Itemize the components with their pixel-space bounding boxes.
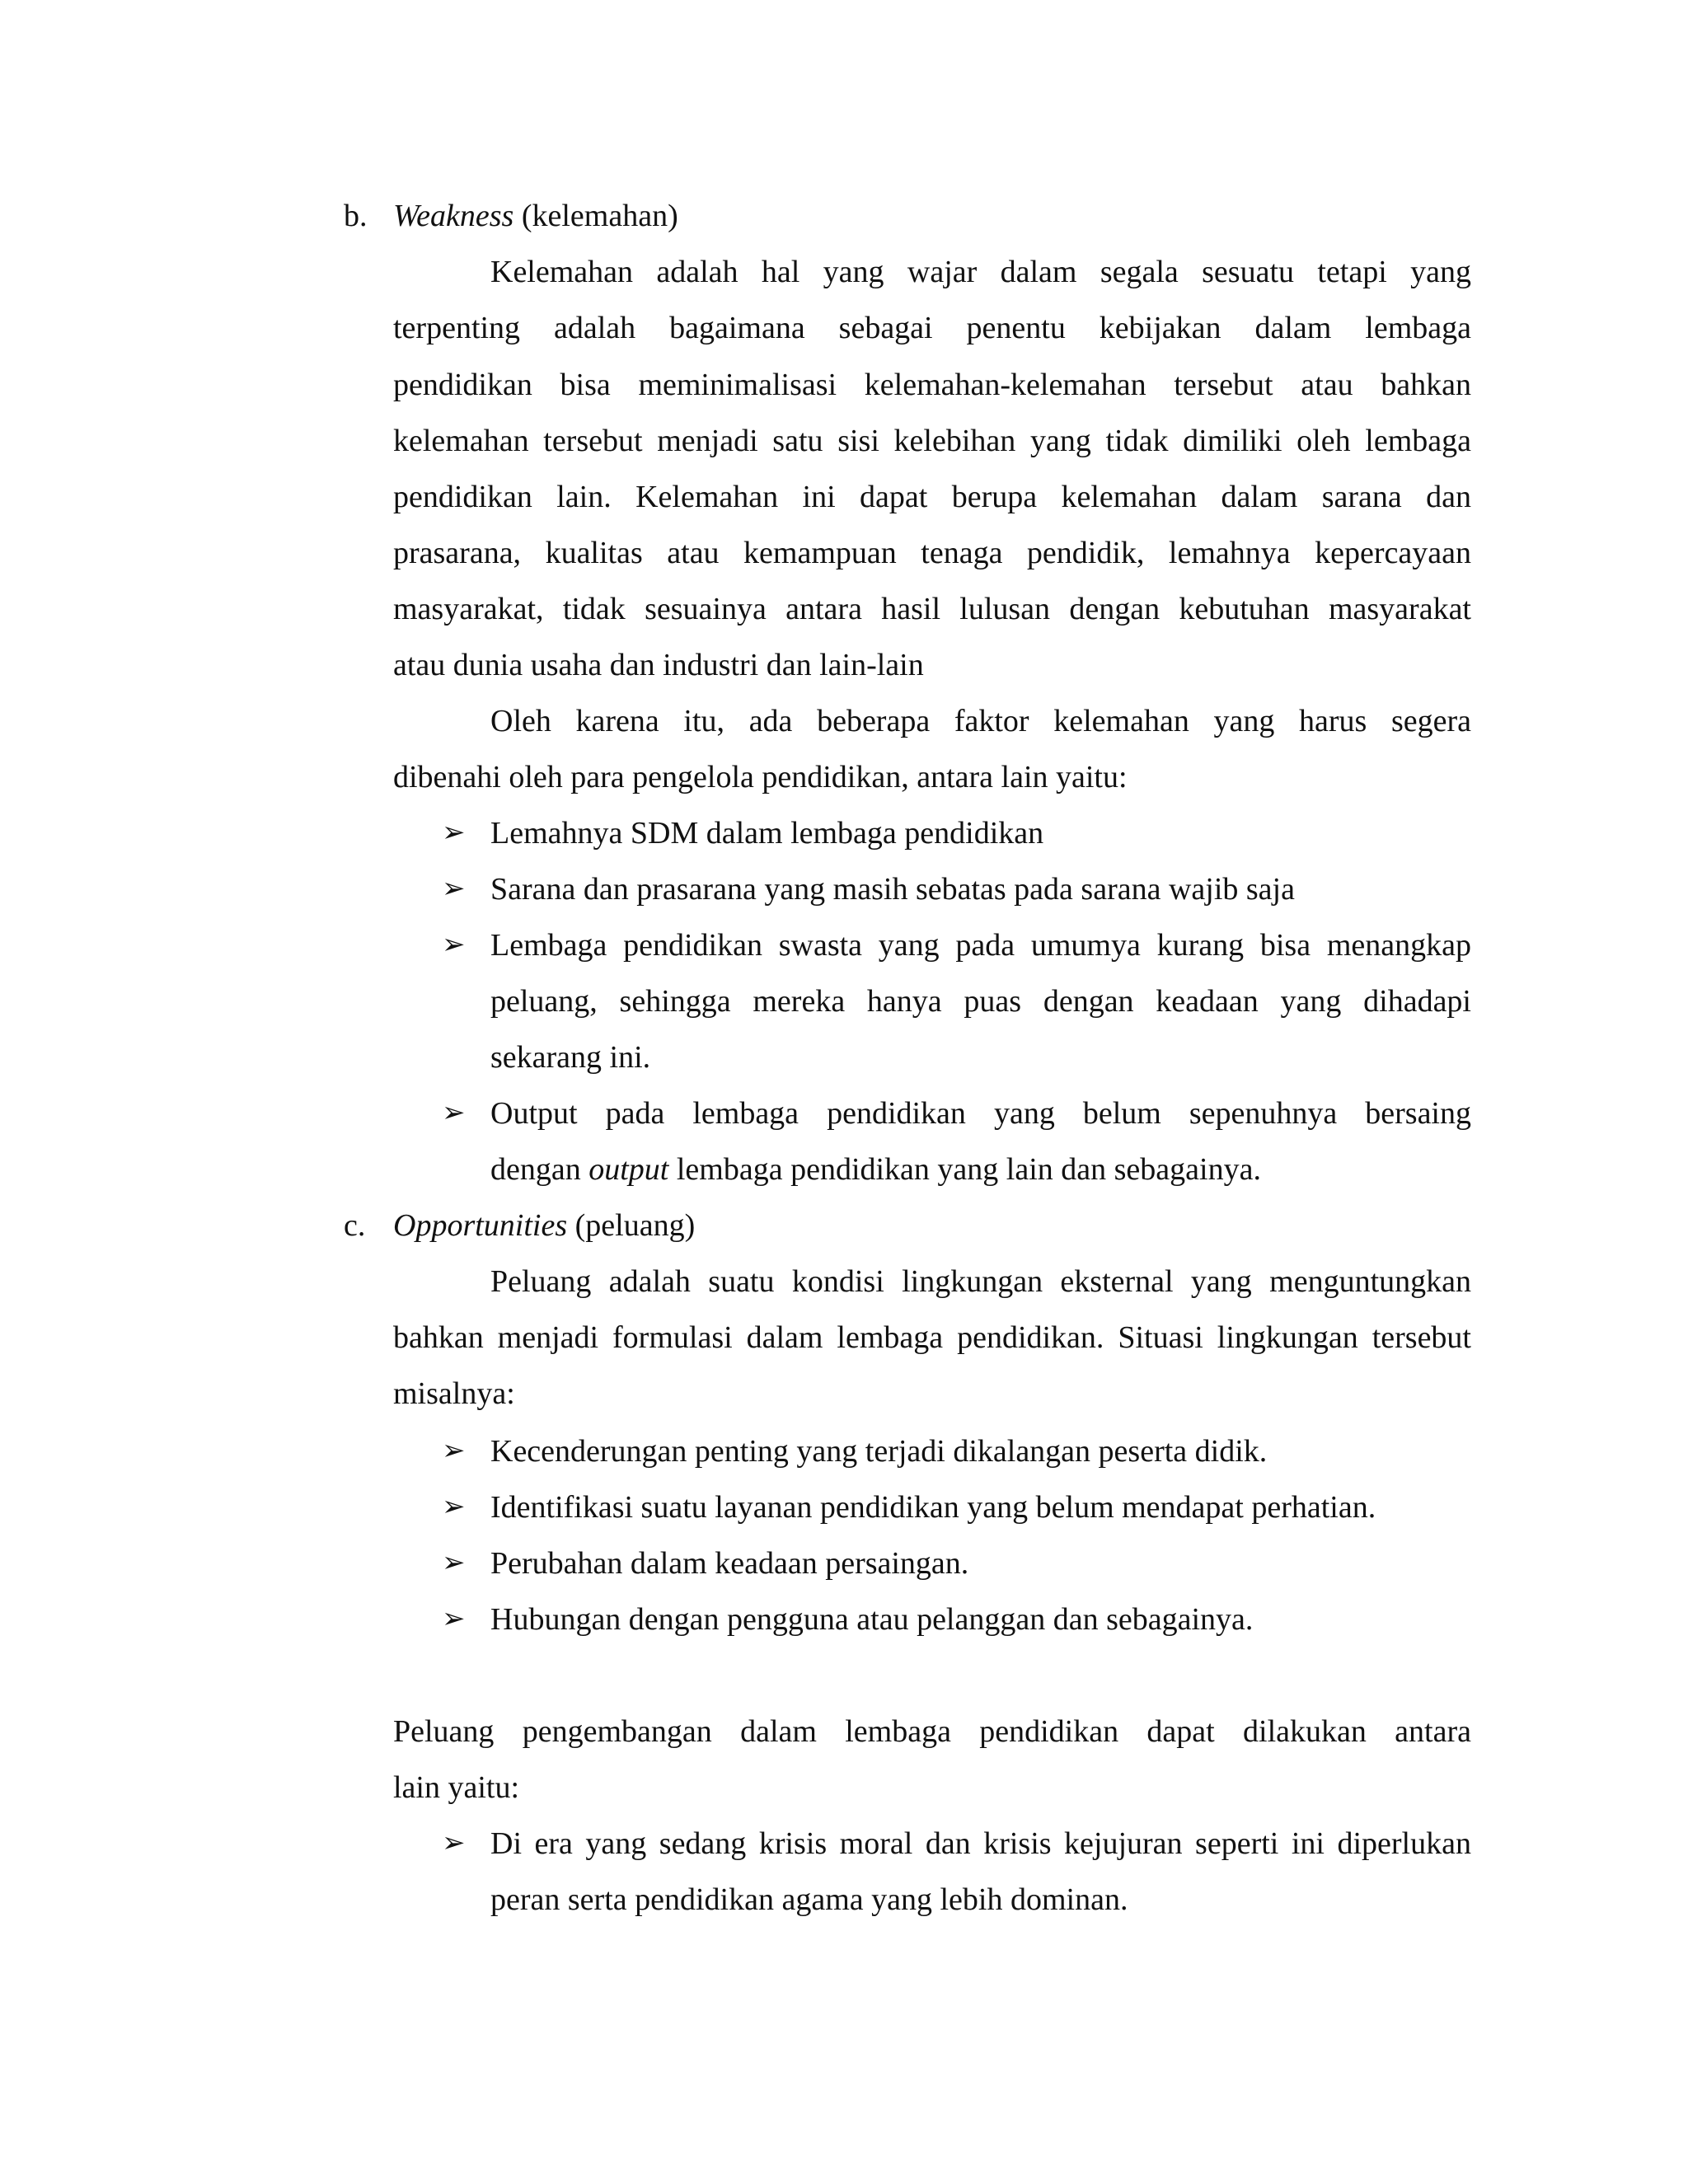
paragraph-line: masyarakat, tidak sesuainya antara hasil lulusan dengan kebutuhan masyarakat [393, 592, 1471, 626]
section-marker-b: b. [344, 199, 368, 233]
list-item: Perubahan dalam keadaan persaingan. [490, 1546, 969, 1581]
arrow-bullet-icon: ➢ [442, 930, 466, 960]
arrow-bullet-icon: ➢ [442, 1548, 466, 1578]
arrow-bullet-icon: ➢ [442, 1604, 466, 1634]
list-item: Lembaga pendidikan swasta yang pada umumya kurang bisa menangkap [490, 928, 1471, 963]
arrow-bullet-icon: ➢ [442, 1098, 466, 1128]
list-item-continuation: peran serta pendidikan agama yang lebih dominan. [490, 1882, 1128, 1917]
section-title-rest: (kelemahan) [513, 199, 678, 233]
paragraph-line: lain yaitu: [393, 1770, 520, 1805]
section-title-opportunities [393, 1205, 695, 1246]
section-title-weakness [393, 195, 678, 237]
paragraph-line: pendidikan bisa meminimalisasi kelemahan-kelemahan tersebut atau bahkan [393, 368, 1471, 402]
paragraph-line: misalnya: [393, 1376, 515, 1411]
list-item: Kecenderungan penting yang terjadi dikalangan peserta didik. [490, 1434, 1268, 1469]
section-title-italic: Opportunities [393, 1208, 568, 1243]
paragraph-line: kelemahan tersebut menjadi satu sisi kelebihan yang tidak dimiliki oleh lembaga [393, 424, 1471, 458]
paragraph-line: terpenting adalah bagaimana sebagai penentu kebijakan dalam lembaga [393, 311, 1471, 345]
paragraph-line: Peluang adalah suatu kondisi lingkungan eksternal yang menguntungkan [490, 1264, 1471, 1299]
section-title-rest: (peluang) [567, 1208, 696, 1243]
paragraph-line: dibenahi oleh para pengelola pendidikan, antara lain yaitu: [393, 760, 1128, 794]
list-item: Lemahnya SDM dalam lembaga pendidikan [490, 816, 1044, 851]
paragraph-line: pendidikan lain. Kelemahan ini dapat berupa kelemahan dalam sarana dan [393, 480, 1471, 514]
arrow-bullet-icon: ➢ [442, 818, 466, 848]
list-item-continuation [490, 1149, 1261, 1190]
arrow-bullet-icon: ➢ [442, 1828, 466, 1858]
text-segment: lembaga pendidikan yang lain dan sebagainya. [668, 1152, 1261, 1187]
paragraph-line: Peluang pengembangan dalam lembaga pendidikan dapat dilakukan antara [393, 1714, 1471, 1749]
arrow-bullet-icon: ➢ [442, 1492, 466, 1522]
list-item: Di era yang sedang krisis moral dan krisis kejujuran seperti ini diperlukan [490, 1826, 1471, 1861]
arrow-bullet-icon: ➢ [442, 1436, 466, 1466]
list-item: Sarana dan prasarana yang masih sebatas pada sarana wajib saja [490, 872, 1295, 907]
list-item: Hubungan dengan pengguna atau pelanggan dan sebagainya. [490, 1602, 1254, 1637]
paragraph-line: Oleh karena itu, ada beberapa faktor kelemahan yang harus segera [490, 704, 1471, 738]
list-item-continuation: peluang, sehingga mereka hanya puas dengan keadaan yang dihadapi [490, 984, 1471, 1019]
list-item: Identifikasi suatu layanan pendidikan yang belum mendapat perhatian. [490, 1490, 1376, 1525]
italic-term: output [588, 1152, 669, 1187]
section-title-italic: Weakness [393, 199, 514, 233]
section-marker-c: c. [344, 1208, 366, 1243]
list-item-continuation: sekarang ini. [490, 1040, 651, 1075]
arrow-bullet-icon: ➢ [442, 874, 466, 904]
paragraph-line: prasarana, kualitas atau kemampuan tenaga pendidik, lemahnya kepercayaan [393, 536, 1471, 570]
text-segment: dengan [490, 1152, 589, 1187]
paragraph-line: atau dunia usaha dan industri dan lain-lain [393, 648, 924, 682]
paragraph-line: Kelemahan adalah hal yang wajar dalam segala sesuatu tetapi yang [490, 255, 1471, 289]
paragraph-line: bahkan menjadi formulasi dalam lembaga pendidikan. Situasi lingkungan tersebut [393, 1320, 1471, 1355]
list-item: Output pada lembaga pendidikan yang belum sepenuhnya bersaing [490, 1096, 1471, 1131]
